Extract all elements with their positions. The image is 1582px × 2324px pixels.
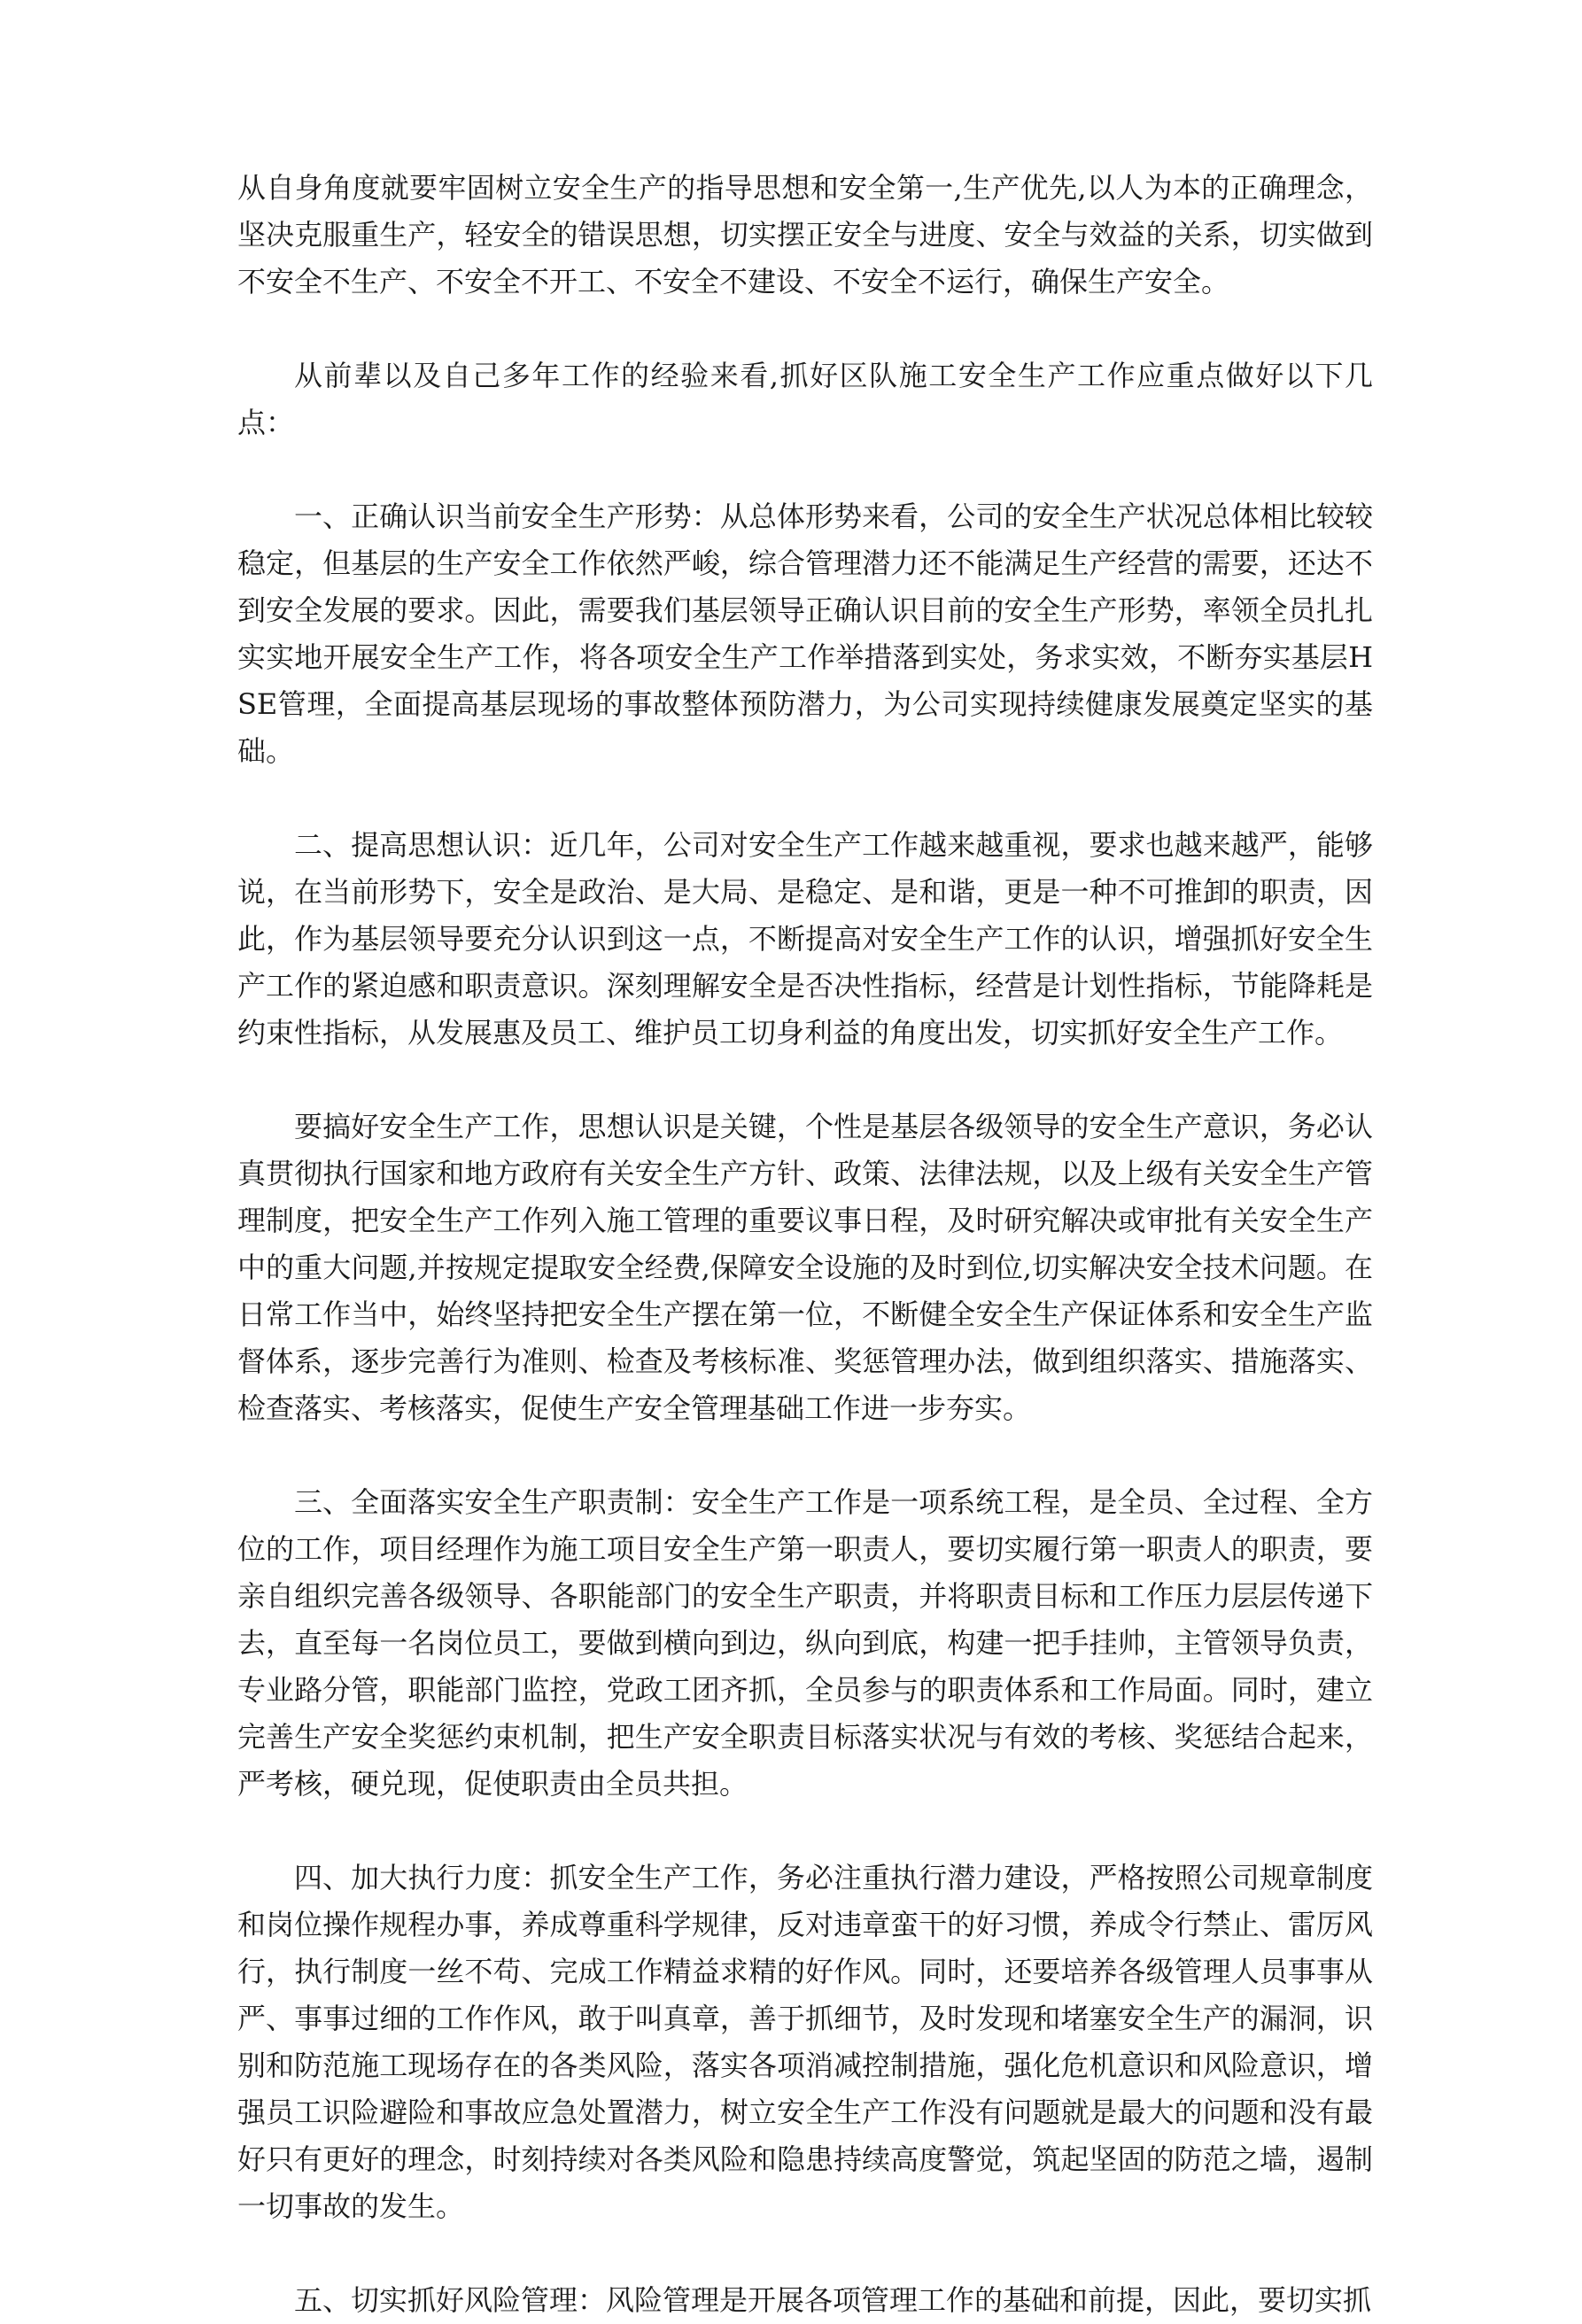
paragraph-section-5: 五、切实抓好风险管理：风险管理是开展各项管理工作的基础和前提，因此，要切实抓: [294, 2283, 1372, 2317]
paragraph-section-3: 三、全面落实安全生产职责制：安全生产工作是一项系统工程，是全员、全过程、全方位的工作，项目经理作为施工项目安全生产第一职责人，要切实履行第一职责人的职责，要亲自组织完善各级领导、各职能部门的安全生产职责，并将职责目标和工作压力层层传递下去，直至每一名岗位员工，要做到横向到边，纵向到底，构建一把手挂帅，主管领导负责，专业路分管，职能部门监控，党政工团齐抓，全员参与的职责体系和工作局面。同时，建立完善生产安全奖惩约束机制，把生产安全职责目标落实状况与有效的考核、奖惩结合起来，严考核，硬兑现，促使职责由全员共担。: [237, 1485, 1373, 1801]
paragraph-section-2: 二、提高思想认识：近几年，公司对安全生产工作越来越重视，要求也越来越严，能够说，在当前形势下，安全是政治、是大局、是稳定、是和谐，更是一种不可推卸的职责，因此，作为基层领导要充分认识到这一点，不断提高对安全生产工作的认识，增强抓好安全生产工作的紧迫感和职责意识。深刻理解安全是否决性指标，经营是计划性指标，节能降耗是约束性指标，从发展惠及员工、维护员工切身利益的角度出发，切实抓好安全生产工作。: [237, 828, 1373, 1050]
paragraph-intro: 从自身角度就要牢固树立安全生产的指导思想和安全第一,生产优先,以人为本的正确理念，坚决克服重生产，轻安全的错误思想，切实摆正安全与进度、安全与效益的关系，切实做到不安全不生产、不安全不开工、不安全不建设、不安全不运行，确保生产安全。: [237, 171, 1373, 298]
paragraph-section-1: 一、正确认识当前安全生产形势：从总体形势来看，公司的安全生产状况总体相比较较稳定，但基层的生产安全工作依然严峻，综合管理潜力还不能满足生产经营的需要，还达不到安全发展的要求。因此，需要我们基层领导正确认识目前的安全生产形势，率领全员扎扎实实地开展安全生产工作，将各项安全生产工作举措落到实处，务求实效，不断夯实基层HSE管理，全面提高基层现场的事故整体预防潜力，为公司实现持续健康发展奠定坚实的基础。: [237, 500, 1373, 768]
paragraph-key-points-intro: 从前辈以及自己多年工作的经验来看,抓好区队施工安全生产工作应重点做好以下几点：: [237, 359, 1373, 439]
paragraph-section-2-continued: 要搞好安全生产工作，思想认识是关键，个性是基层各级领导的安全生产意识，务必认真贯彻执行国家和地方政府有关安全生产方针、政策、法律法规，以及上级有关安全生产管理制度，把安全生产工作列入施工管理的重要议事日程，及时研究解决或审批有关安全生产中的重大问题,并按规定提取安全经费,保障安全设施的及时到位,切实解决安全技术问题。在日常工作当中，始终坚持把安全生产摆在第一位，不断健全安全生产保证体系和安全生产监督体系，逐步完善行为准则、检查及考核标准、奖惩管理办法，做到组织落实、措施落实、检查落实、考核落实，促使生产安全管理基础工作进一步夯实。: [237, 1110, 1373, 1425]
paragraph-section-4: 四、加大执行力度：抓安全生产工作，务必注重执行潜力建设，严格按照公司规章制度和岗位操作规程办事，养成尊重科学规律，反对违章蛮干的好习惯，养成令行禁止、雷厉风行，执行制度一丝不苟、完成工作精益求精的好作风。同时，还要培养各级管理人员事事从严、事事过细的工作作风，敢于叫真章，善于抓细节，及时发现和堵塞安全生产的漏洞，识别和防范施工现场存在的各类风险，落实各项消减控制措施，强化危机意识和风险意识，增强员工识险避险和事故应急处置潜力，树立安全生产工作没有问题就是最大的问题和没有最好只有更好的理念，时刻持续对各类风险和隐患持续高度警觉，筑起坚固的防范之墙，遏制一切事故的发生。: [237, 1861, 1373, 2223]
document-body: [237, 165, 1373, 2324]
